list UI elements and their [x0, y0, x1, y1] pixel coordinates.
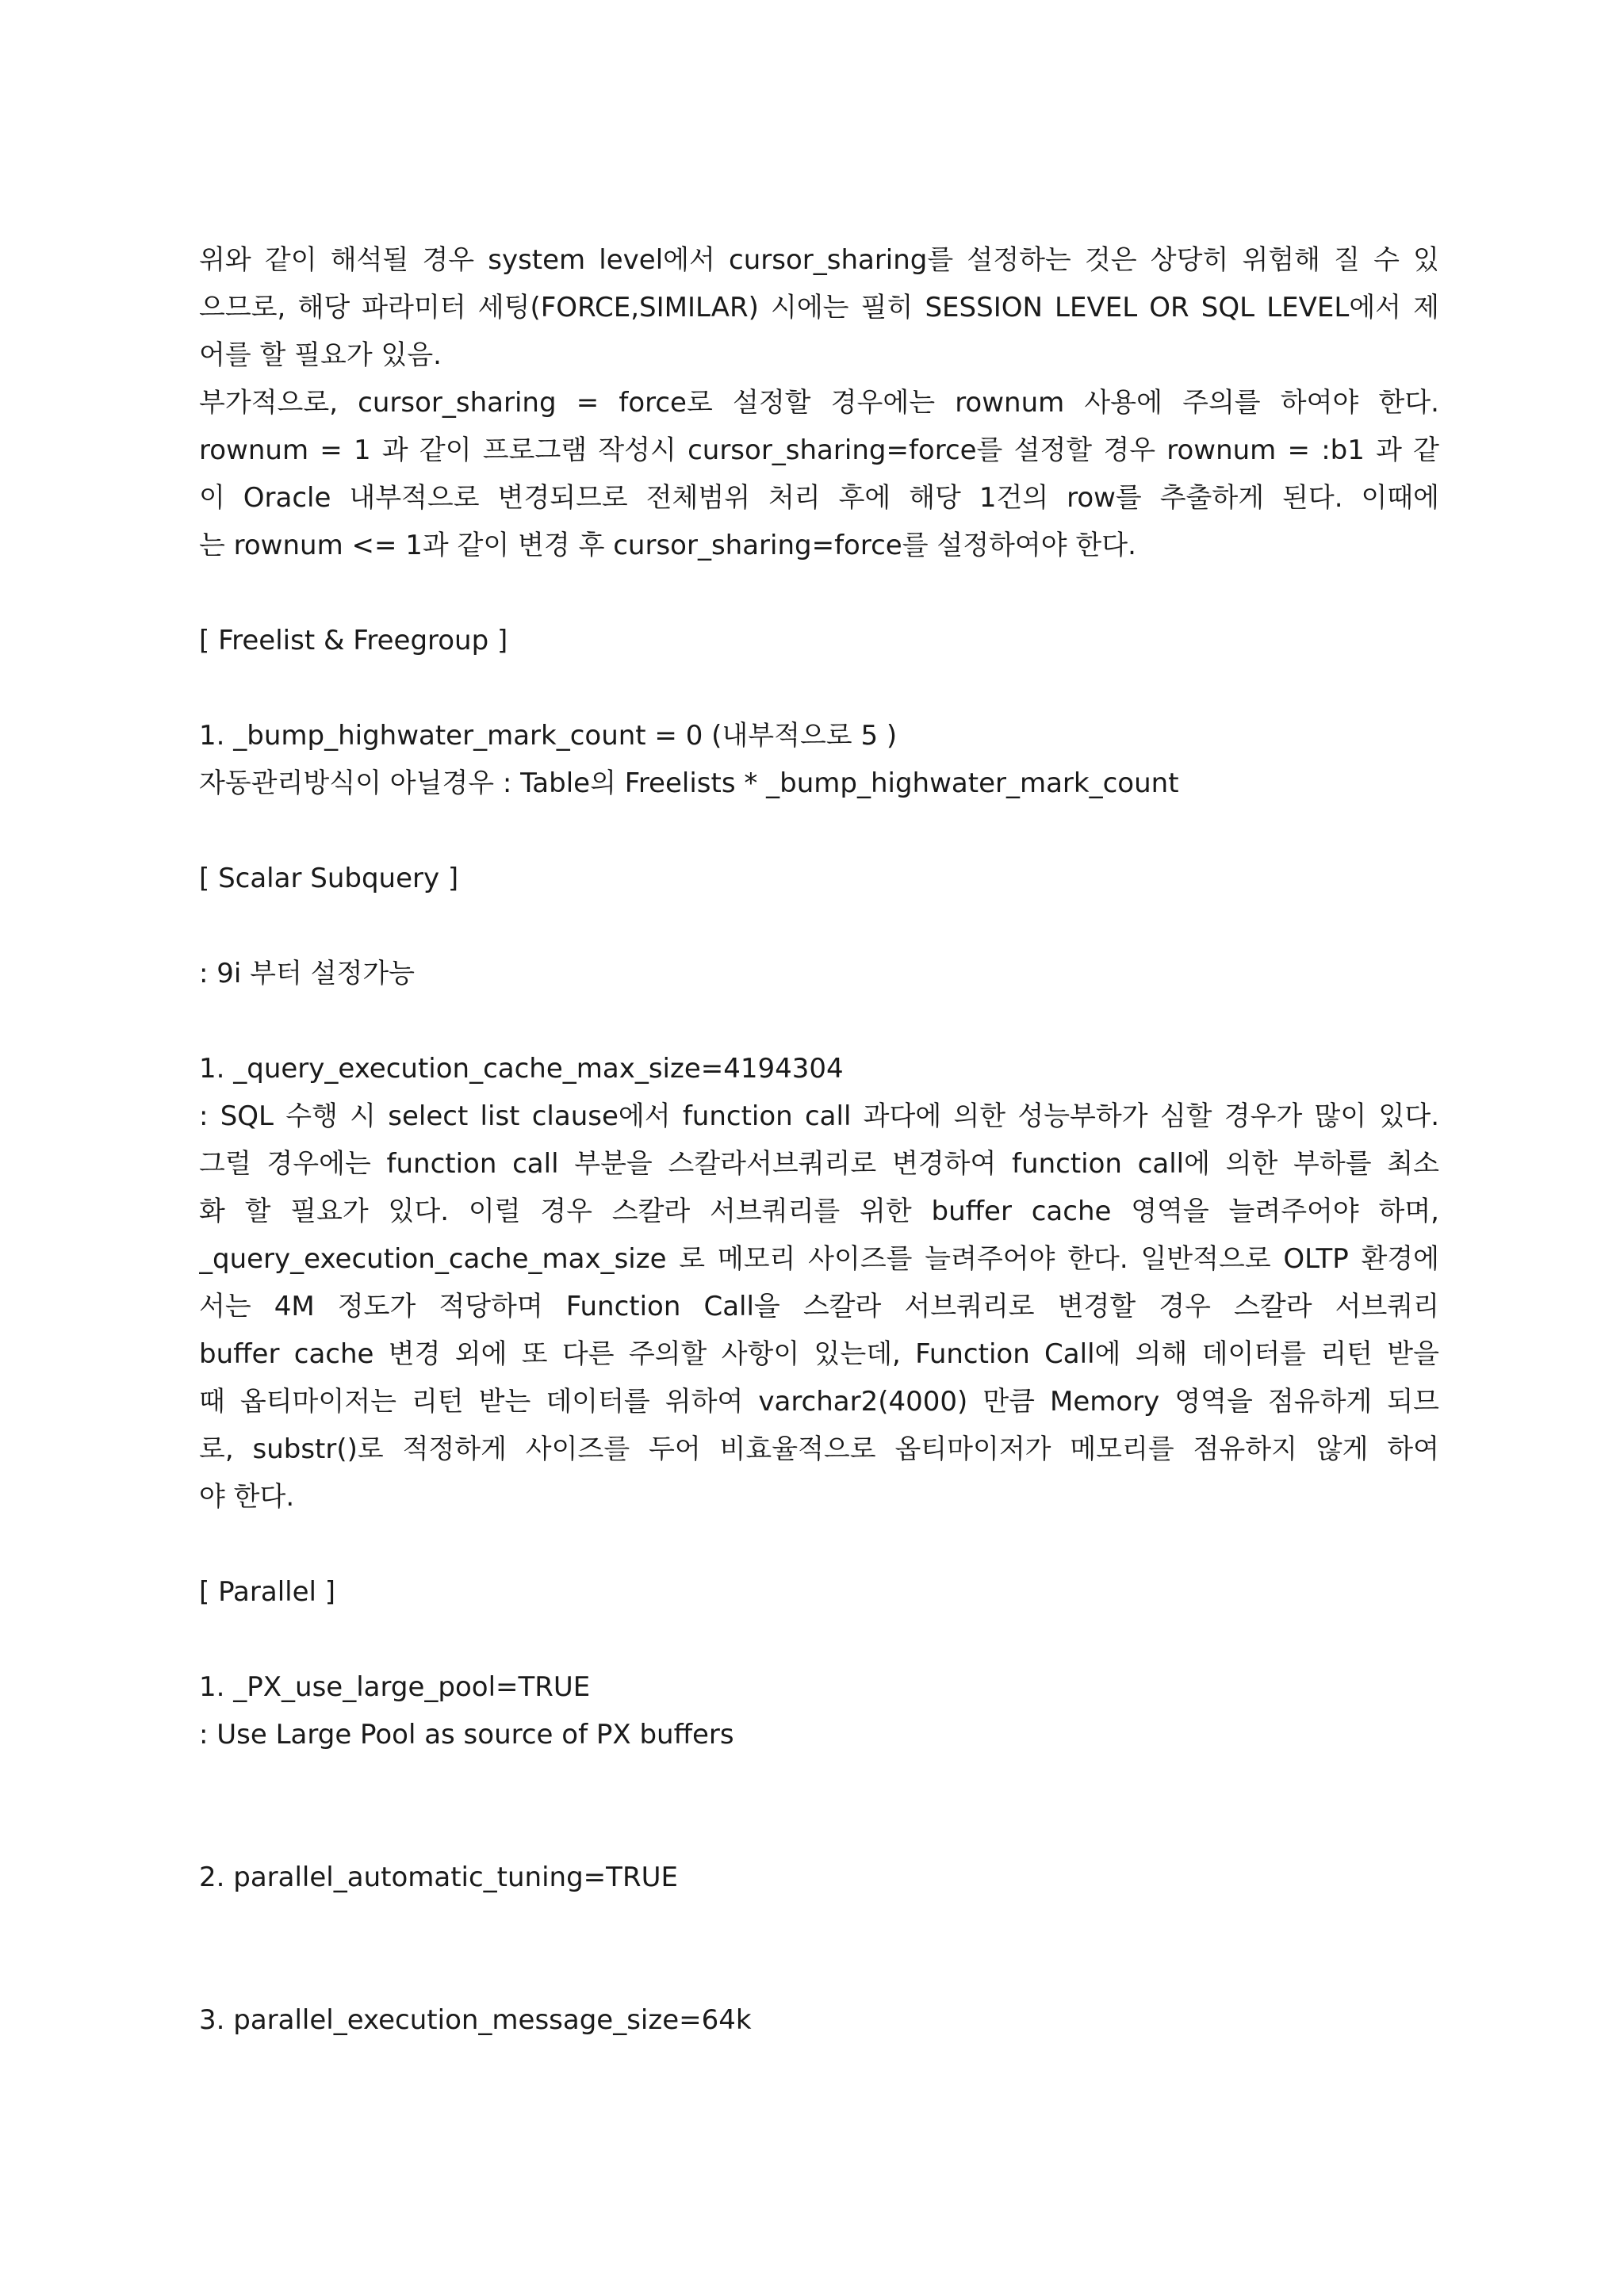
spacer: [199, 997, 1439, 1045]
intro-line-5: rownum = 1 과 같이 프로그램 작성시 cursor_sharing=force를 설정할 경우 rownum = :b1 과 같: [199, 434, 1439, 466]
parallel-item-3: 3. parallel_execution_message_size=64k: [199, 2004, 752, 2036]
spacer: [199, 1758, 1439, 1854]
spacer: [199, 1521, 1439, 1568]
spacer: [199, 807, 1439, 855]
spacer: [199, 569, 1439, 617]
freelist-heading: [ Freelist & Freegroup ]: [199, 625, 508, 656]
scalar-desc-line-3: 화 할 필요가 있다. 이럴 경우 스칼라 서브쿼리를 위한 buffer cache 영역을 늘려주어야 하며,: [199, 1196, 1439, 1227]
document-body: [199, 236, 1439, 2044]
intro-line-4: 부가적으로, cursor_sharing = force로 설정할 경우에는 rownum 사용에 주의를 하여야 한다.: [199, 387, 1439, 419]
intro-line-7: 는 rownum <= 1과 같이 변경 후 cursor_sharing=force를 설정하여야 한다.: [199, 530, 1136, 561]
intro-line-2: 으므로, 해당 파라미터 세팅(FORCE,SIMILAR) 시에는 필히 SESSION LEVEL OR SQL LEVEL에서 제: [199, 292, 1439, 323]
scalar-desc-line-2: 그럴 경우에는 function call 부분을 스칼라서브쿼리로 변경하여 function call에 의한 부하를 최소: [199, 1148, 1439, 1180]
scalar-desc-line-9: 야 한다.: [199, 1481, 295, 1513]
parallel-item-1-desc: : Use Large Pool as source of PX buffers: [199, 1719, 734, 1751]
spacer: [199, 664, 1439, 712]
freelist-item-1-desc: 자동관리방식이 아닐경우 : Table의 Freelists * _bump_highwater_mark_count: [199, 767, 1179, 799]
scalar-desc-line-6: buffer cache 변경 외에 또 다른 주의할 사항이 있는데, Function Call에 의해 데이터를 리턴 받을: [199, 1338, 1439, 1370]
intro-line-1: 위와 같이 해석될 경우 system level에서 cursor_sharing를 설정하는 것은 상당히 위험해 질 수 있: [199, 244, 1439, 276]
parallel-item-2: 2. parallel_automatic_tuning=TRUE: [199, 1862, 678, 1893]
scalar-desc-line-5: 서는 4M 정도가 적당하며 Function Call을 스칼라 서브쿼리로 변경할 경우 스칼라 서브쿼리: [199, 1291, 1439, 1322]
scalar-item-1: 1. _query_execution_cache_max_size=4194304: [199, 1053, 844, 1085]
intro-line-3: 어를 할 필요가 있음.: [199, 339, 442, 371]
parallel-heading: [ Parallel ]: [199, 1576, 336, 1608]
spacer: [199, 1901, 1439, 1996]
spacer: [199, 902, 1439, 950]
spacer: [199, 1616, 1439, 1663]
scalar-note: : 9i 부터 설정가능: [199, 958, 416, 989]
parallel-item-1: 1. _PX_use_large_pool=TRUE: [199, 1671, 591, 1703]
scalar-desc-line-8: 로, substr()로 적정하게 사이즈를 두어 비효율적으로 옵티마이저가 메모리를 점유하지 않게 하여: [199, 1433, 1439, 1465]
scalar-desc-line-1: : SQL 수행 시 select list clause에서 function call 과다에 의한 성능부하가 심할 경우가 많이 있다.: [199, 1100, 1439, 1132]
freelist-item-1: 1. _bump_highwater_mark_count = 0 (내부적으로 5 ): [199, 720, 898, 752]
intro-line-6: 이 Oracle 내부적으로 변경되므로 전체범위 처리 후에 해당 1건의 row를 추출하게 된다. 이때에: [199, 482, 1439, 514]
scalar-desc-line-4: _query_execution_cache_max_size 로 메모리 사이즈를 늘려주어야 한다. 일반적으로 OLTP 환경에: [199, 1243, 1439, 1275]
scalar-desc-line-7: 때 옵티마이저는 리턴 받는 데이터를 위하여 varchar2(4000) 만큼 Memory 영역을 점유하게 되므: [199, 1386, 1439, 1418]
scalar-heading: [ Scalar Subquery ]: [199, 863, 459, 894]
